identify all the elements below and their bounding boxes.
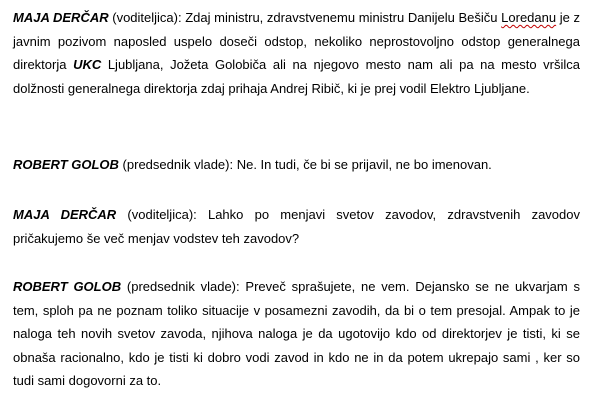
paragraph-text: (predsednik vlade): Ne. In tudi, če bi se prijavil, ne bo imenovan. — [118, 157, 492, 172]
paragraph-1 — [13, 6, 580, 100]
paragraph-3 — [13, 203, 580, 250]
speaker-name: ROBERT GOLOB — [13, 279, 122, 294]
speaker-name: ROBERT GOLOB — [13, 157, 119, 172]
paragraph-text: Ljubljana, Jožeta Golobiča ali na njegovo mesto nam ali pa na mesto vršilca dolžnosti generalnega direktorja zdaj prihaja Andrej Ribič, ki je prej vodil Elektro Ljubljane. — [13, 57, 581, 96]
paragraph-text: (predsednik vlade): Preveč sprašujete, ne vem. Dejansko se ne ukvarjam s tem, sploh pa ne poznam toliko situacije v posamezni zavodih, da bi o tem presojal. Ampak to je naloga teh novih svetov zavoda, njihova naloga je da ugotovijo kdo od direktorjev je tisti, ki se obnaša racionalno, kdo je tisti ki dobro vodi zavod in kdo ne in da potem ukrepajo sami , ker so tudi sami dogovorni za to. — [13, 279, 580, 388]
speaker-name: MAJA DERČAR — [13, 207, 117, 222]
paragraph-4 — [13, 275, 580, 393]
paragraph-text: (voditeljica): Lahko po menjavi svetov zavodov, zdravstvenih zavodov pričakujemo še več menjav vodstev teh zavodov? — [13, 207, 580, 246]
paragraph-2 — [13, 153, 580, 177]
paragraph-text: (voditeljica): Zdaj ministru, zdravstvenemu ministru Danijelu Bešiču — [108, 10, 502, 25]
paragraph-text: je z javnim pozivom naposled uspelo doseči odstop, nekoliko neprostovoljno odstop generalnega direktorja — [13, 10, 581, 72]
spellcheck-word[interactable]: Loredanu — [501, 10, 557, 25]
organization-name: UKC — [73, 57, 102, 72]
speaker-name: MAJA DERČAR — [13, 10, 109, 25]
